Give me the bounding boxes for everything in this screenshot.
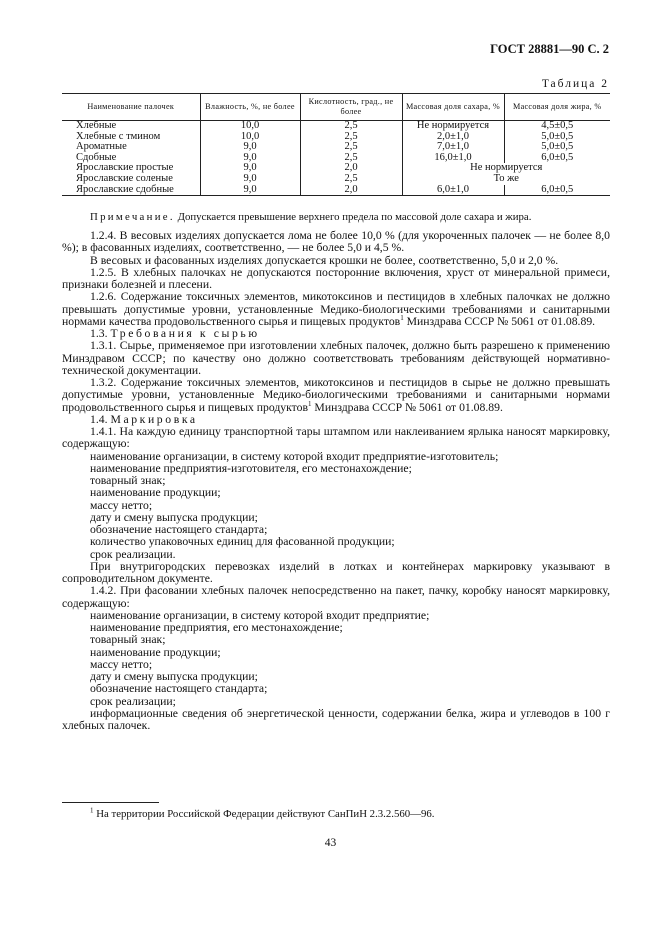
table-cell: 4,5±0,5: [504, 121, 610, 132]
section-title: Требования к сырью: [110, 327, 260, 340]
table-row: [62, 142, 610, 153]
paragraph: [62, 291, 610, 328]
section-title: Маркировка: [110, 412, 198, 426]
table-cell: 7,0±1,0: [402, 142, 504, 153]
footnote-ref: 1: [308, 399, 312, 408]
table-cell: 5,0±0,5: [504, 142, 610, 153]
table-cell: Хлебные: [76, 120, 117, 131]
body-text: [62, 230, 610, 732]
list-item: срок реализации;: [90, 694, 176, 708]
column-header: Массовая доля жира, %: [504, 94, 610, 121]
footnote-divider: [62, 802, 159, 803]
list-item: массу нетто;: [90, 657, 153, 671]
table-cell: Ярославские простые: [76, 162, 174, 174]
table-caption: Таблица 2: [541, 78, 609, 90]
table-cell: 9,0: [200, 174, 300, 185]
document-header: ГОСТ 28881—90 С. 2: [490, 42, 609, 56]
list-item: наименование продукции;: [90, 486, 221, 500]
table-cell: Хлебные с тмином: [76, 130, 161, 142]
paragraph-text: 1.2.6. Содержание токсичных элементов, микотоксинов и пестицидов в хлебных палочках не должно превышать допустимые уровни, установленные Медико-биологическими требованиями и санитарными нормами качества продовольственного сырья и пищевых продуктов: [62, 290, 610, 328]
footnote-mark: 1: [90, 806, 94, 815]
column-header: Кислотность, град., не более: [300, 94, 402, 121]
list-item: наименование организации, в систему которой входит предприятие;: [90, 608, 430, 622]
table-cell: 6,0±0,5: [504, 153, 610, 164]
list-item: массу нетто;: [90, 498, 153, 512]
table-row: [62, 185, 610, 196]
table-cell: 9,0: [200, 142, 300, 153]
table-note: [90, 211, 531, 223]
table-cell: 16,0±1,0: [402, 153, 504, 164]
page-number: 43: [324, 837, 337, 849]
table-cell: Ароматные: [76, 141, 127, 153]
list-item: товарный знак;: [90, 474, 166, 487]
table-cell: 2,0: [300, 163, 402, 174]
table-cell: 2,0±1,0: [402, 132, 504, 143]
paragraph: 1.4.2. При фасовании хлебных палочек непосредственно на пакет, пачку, коробку наносят маркировку, содержащую:: [62, 584, 610, 610]
table-cell: Не нормируется: [402, 121, 504, 132]
list-item: обозначение настоящего стандарта;: [90, 523, 268, 536]
table-cell: 5,0±0,5: [504, 132, 610, 143]
table-cell: 6,0±1,0: [402, 185, 504, 196]
table-cell: 2,5: [300, 174, 402, 185]
table-cell: 2,0: [300, 185, 402, 196]
paragraph: [62, 377, 610, 414]
note-label: Примечание.: [90, 211, 175, 223]
table-header-row: [62, 94, 610, 121]
table-cell-merged: То же: [402, 174, 610, 185]
paragraph: информационные сведения об энергетической ценности, содержании белка, жира и углеводов в 100 г хлебных палочек.: [62, 706, 610, 732]
paragraph: 1.4.1. На каждую единицу транспортной тары штампом или наклеиванием ярлыка наносят маркировку, содержащую:: [62, 425, 610, 451]
footnote: [90, 808, 434, 820]
paragraph: 1.2.5. В хлебных палочках не допускаются посторонние включения, хруст от минеральной примеси, признаки болезней и плесени.: [62, 265, 610, 291]
table-cell-merged: Не нормируется: [402, 163, 610, 174]
table-cell: 2,5: [300, 121, 402, 132]
table-cell: 9,0: [200, 153, 300, 164]
paragraph-text: Минздрава СССР № 5061 от 01.08.89.: [311, 400, 503, 414]
paragraph-text: 1.3.2. Содержание токсичных элементов, микотоксинов и пестицидов в сырье не должно превышать допустимые уровни, установленные Медико-биологическими требованиями и санитарными нормами продовольственного сырья и пищевых продуктов: [62, 376, 610, 414]
paragraph: 1.2.4. В весовых изделиях допускается лома не более 10,0 % (для укороченных палочек — не более 8,0 %); в фасованных изделиях, соответственно, — не более 5,0 и 4,5 %.: [62, 229, 610, 255]
table-row: [62, 174, 610, 185]
table-cell: 10,0: [200, 121, 300, 132]
table-row: [62, 132, 610, 143]
list-item: наименование предприятия-изготовителя, его местонахождение;: [90, 461, 412, 475]
column-header: Массовая доля сахара, %: [402, 94, 504, 121]
table-cell: 2,5: [300, 142, 402, 153]
list-item: дату и смену выпуска продукции;: [90, 670, 258, 683]
paragraph-text: Минздрава СССР № 5061 от 01.08.89.: [403, 314, 596, 328]
data-table: [62, 93, 610, 196]
list-item: количество упаковочных единиц для фасованной продукции;: [90, 535, 395, 549]
table-cell: Ярославские соленые: [76, 172, 173, 184]
table-cell: 2,5: [300, 153, 402, 164]
table-cell: 10,0: [200, 132, 300, 143]
note-text: Допускается превышение верхнего предела по массовой доле сахара и жира.: [174, 211, 532, 223]
column-header: Влажность, %, не более: [200, 94, 300, 121]
table-row: [62, 121, 610, 132]
list-item: дату и смену выпуска продукции;: [90, 510, 258, 524]
table-cell: 9,0: [200, 185, 300, 196]
column-header: Наименование палочек: [62, 94, 200, 121]
section-number: 1.3.: [90, 327, 108, 340]
paragraph: В весовых и фасованных изделиях допускается крошки не более, соответственно, 5,0 и 2,0 %.: [90, 253, 559, 267]
list-item: товарный знак;: [90, 633, 166, 647]
table-cell: 6,0±0,5: [504, 185, 610, 196]
paragraph: 1.3.1. Сырье, применяемое при изготовлении хлебных палочек, должно быть разрешено к применению Минздравом СССР; по качеству оно должно соответствовать требованиям действующей нормативно-технической документации.: [62, 339, 610, 377]
list-item: наименование организации, в систему которой входит предприятие-изготовитель;: [90, 449, 499, 463]
footnote-text: На территории Российской Федерации действуют СанПиН 2.3.2.560—96.: [93, 808, 435, 820]
footnote-ref: 1: [400, 313, 404, 322]
list-item: срок реализации.: [90, 547, 176, 561]
table-cell: 2,5: [300, 132, 402, 143]
list-item: обозначение настоящего стандарта;: [90, 682, 268, 696]
table-cell: Ярославские сдобные: [62, 185, 200, 196]
table-cell: Сдобные: [76, 151, 117, 163]
list-item: наименование предприятия, его местонахождение;: [90, 621, 343, 634]
list-item: наименование продукции;: [90, 645, 221, 659]
table-cell: 9,0: [200, 163, 300, 174]
paragraph: При внутригородских перевозках изделий в лотках и контейнерах маркировку указывают в сопроводительном документе.: [62, 559, 610, 585]
section-number: 1.4.: [90, 412, 108, 426]
